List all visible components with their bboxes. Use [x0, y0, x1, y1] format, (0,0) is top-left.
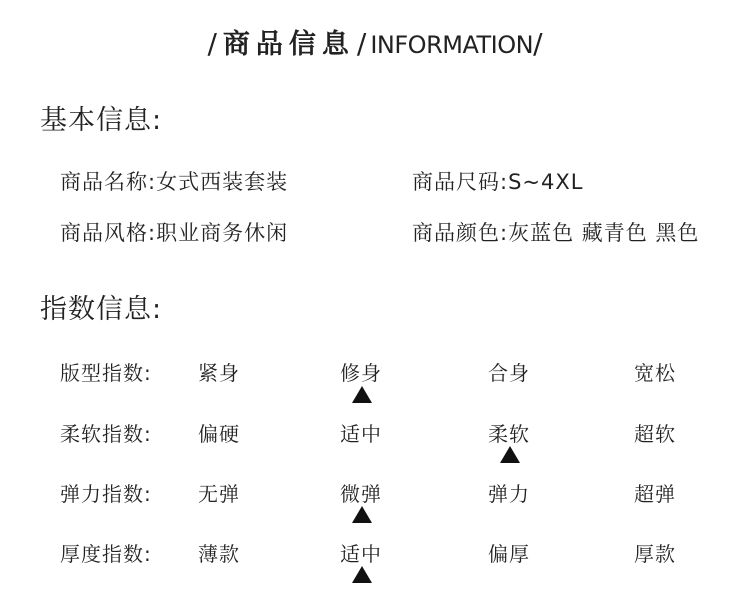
- index-option: 修身: [340, 361, 382, 385]
- product-color-value: 灰蓝色 藏青色 黑色: [508, 221, 700, 245]
- index-option: 超软: [634, 422, 676, 446]
- index-option: 厚款: [634, 542, 676, 566]
- product-color-item: [412, 217, 699, 247]
- index-row-label: 厚度指数:: [60, 542, 152, 566]
- index-option: 弹力: [488, 482, 530, 506]
- index-option: 薄款: [198, 542, 240, 566]
- page-title-cn: 商品信息: [222, 29, 355, 60]
- header-slash-left: /: [207, 27, 217, 60]
- index-option: 适中: [340, 422, 382, 446]
- basic-info-heading: 基本信息:: [40, 105, 163, 136]
- product-name-label: 商品名称:: [60, 170, 157, 194]
- product-style-item: [60, 217, 288, 247]
- selected-marker-triangle-icon: [352, 566, 372, 583]
- page-title-en: INFORMATION: [370, 31, 534, 59]
- index-option: 无弹: [198, 482, 240, 506]
- index-info-heading: 指数信息:: [40, 294, 163, 325]
- product-style-label: 商品风格:: [60, 221, 157, 245]
- index-option: 偏硬: [198, 422, 240, 446]
- product-size-label: 商品尺码:: [412, 170, 509, 194]
- index-option: 微弹: [340, 482, 382, 506]
- index-option: 合身: [488, 361, 530, 385]
- header-slash-right: /: [533, 27, 543, 60]
- index-row-label: 版型指数:: [60, 361, 152, 385]
- index-option: 适中: [340, 542, 382, 566]
- selected-marker-triangle-icon: [352, 506, 372, 523]
- product-size-value: S~4XL: [508, 170, 584, 194]
- product-style-value: 职业商务休闲: [156, 221, 289, 245]
- index-row-label: 弹力指数:: [60, 482, 152, 506]
- page-header: [0, 22, 750, 61]
- product-size-item: [412, 166, 583, 196]
- index-option: 宽松: [634, 361, 676, 385]
- index-option: 柔软: [488, 422, 530, 446]
- index-option: 超弹: [634, 482, 676, 506]
- product-color-label: 商品颜色:: [412, 221, 509, 245]
- index-option: 偏厚: [488, 542, 530, 566]
- product-name-value: 女式西装套装: [156, 170, 289, 194]
- selected-marker-triangle-icon: [500, 446, 520, 463]
- index-option: 紧身: [198, 361, 240, 385]
- selected-marker-triangle-icon: [352, 386, 372, 403]
- index-row-label: 柔软指数:: [60, 422, 152, 446]
- header-slash-middle: /: [356, 27, 367, 60]
- product-name-item: [60, 166, 288, 196]
